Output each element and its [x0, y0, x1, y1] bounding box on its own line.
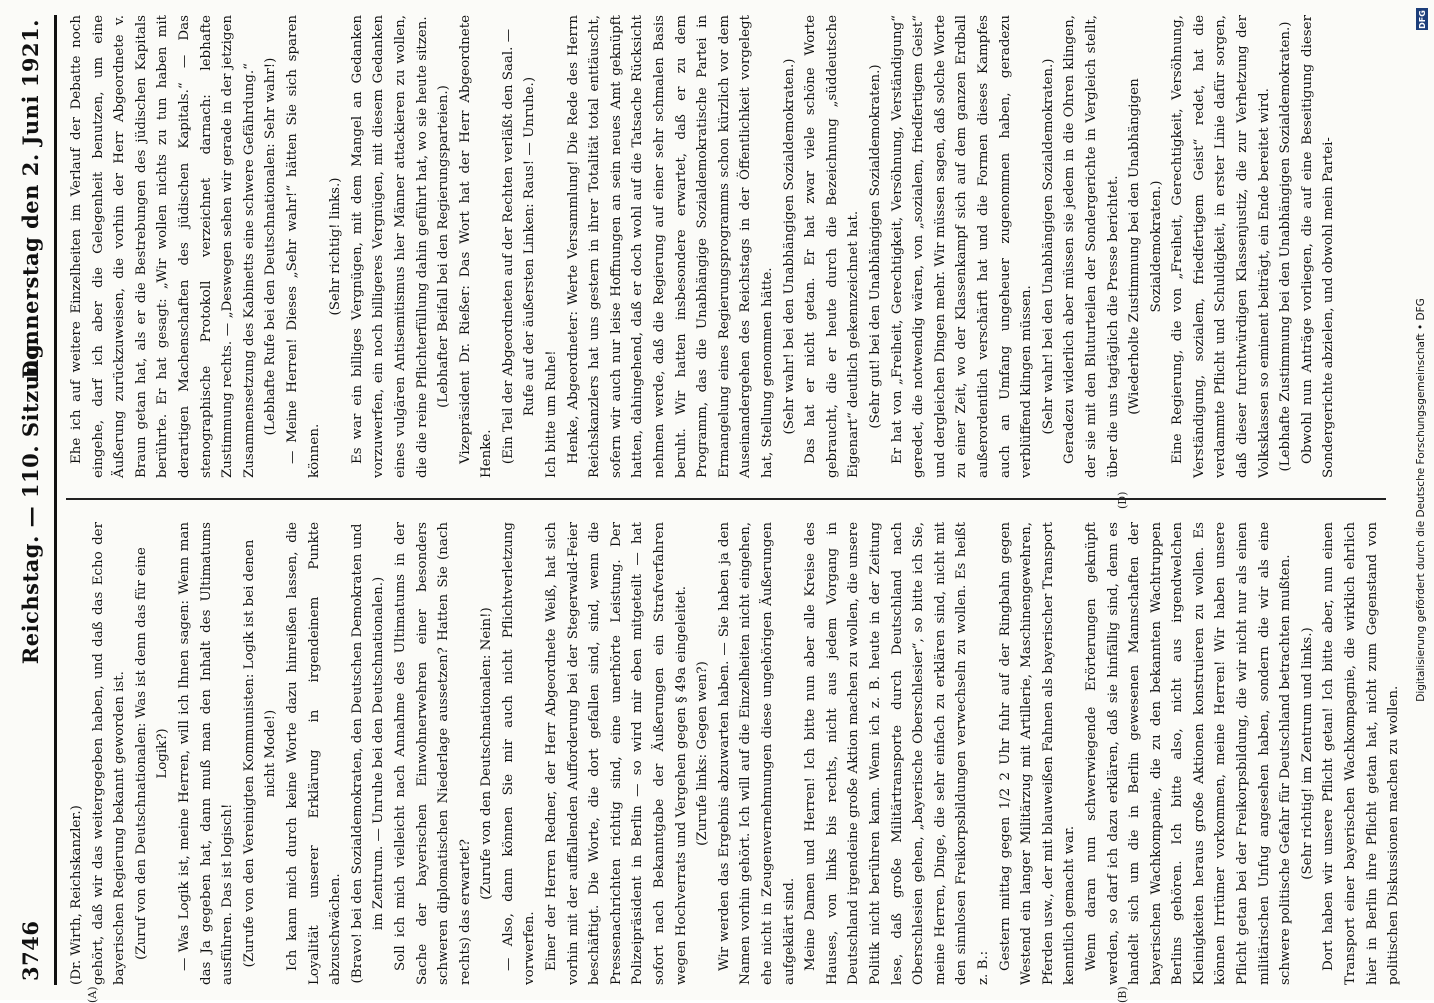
interjection: (Bravo! bei den Sozialdemokraten, den Deutschen Demokraten und im Zentrum. — Unruhe bei den Deutschnationalen.): [349, 523, 387, 984]
interjection: (Lebhafte Zustimmung bei den Unabhängigen Sozialdemokraten.): [1278, 21, 1294, 472]
left-column: [66, 522, 1402, 985]
paragraph: (Dr. Wirth, Reichskanzler.): [69, 805, 84, 985]
paragraph: Er hat von „Freiheit, Gerechtigkeit, Versöhnung, Verständigung“ geredet, die notwendig wären, von „sozialem, friedfertigem Geist“ und dergleichen Dingen mehr. Wir müssen sagen, daß solche Worte zu einer Zeit, wo der Klassenkampf sich auf dem ganzen Erdball außerordentlich verschärft hat und die Formen dieses Kampfes auch an Umfang ungeheuer zugenommen haben, geradezu verblüffend klingen müssen.: [889, 15, 1035, 478]
paragraph: Es war ein billiges Vergnügen, mit dem Mangel an Gedanken vorzuwerfen, ein noch billigeres Vergnügen, mit diesem Gedanken eines vulgären Antisemitismus hier Männer attackieren zu wollen, die die reine Pflichterfüllung dahin geführt hat, wo sie heute sitzen.: [349, 15, 430, 478]
interjection: (Wiederholte Zustimmung bei den Unabhängigen Sozialdemokraten.): [1127, 78, 1164, 415]
paragraph: Ich kann mich durch keine Worte dazu hinreißen lassen, die Loyalität unserer Erklärung in irgendeinem Punkte abzuschwächen.: [284, 522, 344, 985]
paragraph: Henke, Abgeordneter: Werte Versammlung! Die Rede des Herrn Reichskanzlers hat uns gestern in ihrer Totalität total enttäuscht, sofern wir auch nur leise Hoffnungen an sein neues Amt geknüpft hatten, dahingehend, daß er doch wohl auf die Tatsache Rücksicht nehmen werde, daß die Regierung auf einer sehr schmalen Basis beruht. Wir hatten insbesondere erwartet, daß er zu dem Programm, das die Unabhängige Sozialdemokratische Partei in Ermangelung eines Regierungsprogramms schon kürzlich vor dem Auseinandergehen des Reichstags in der Öffentlichkeit vorgelegt hat, Stellung genommen hätte.: [565, 15, 775, 478]
session-title: Reichstag. — 110. Sitzung.: [18, 335, 43, 665]
paragraph: Dort haben wir unsere Pflicht getan! Ich bitte aber, nun einen Transport einer bayerischen Wachkompagnie, die wirklich ehrlich hier in Berlin ihre Pflicht getan hat, nicht zum Gegenstand von politischen Diskussionen machen zu wollen.: [1321, 522, 1402, 985]
interjection: (Sehr richtig! links.): [328, 177, 344, 316]
paragraph: Geradezu widerlich aber müssen sie jedem in die Ohren klingen, der sie mit den Bluturteilen der Sondergerichte in Vergleich stellt, über die uns tagtäglich die Presse berichtet.: [1062, 15, 1121, 478]
paragraph: — Also, dann können Sie mir auch nicht Pflichtverletzung vorwerfen.: [500, 522, 538, 985]
text-columns: [66, 15, 1402, 1003]
margin-mark-b-right: (D): [1116, 491, 1129, 509]
interjection: (Lebhafter Beifall bei den Regierungsparteien.): [436, 85, 452, 408]
session-date: Donnerstag den 2. Juni 1921.: [18, 19, 43, 379]
paragraph: gehört, daß wir das weitergegeben haben, und daß das Echo der bayerischen Regierung bekannt geworden ist.: [90, 522, 128, 985]
page-number: 3746: [18, 920, 43, 981]
interjection: (Lebhafte Rufe bei den Deutschnationalen: Sehr wahr!): [263, 57, 279, 436]
interjection: (Sehr gut! bei den Unabhängigen Sozialdemokraten.): [867, 64, 883, 429]
paragraph: Soll ich mich vielleicht nach Annahme des Ultimatums in der Sache der bayerischen Einwohnerwehren einer besonders schweren diplomatischen Niederlage aussetzen? Hatten Sie (nach rechts) das erwartet?: [392, 522, 473, 985]
interjection: (Sehr richtig! im Zentrum und links.): [1299, 627, 1315, 880]
digitization-credit: Digitalisierung gefördert durch die Deutsche Forschungsgemeinschaft • DFG: [1415, 298, 1427, 702]
paragraph: Ich bitte um Ruhe!: [544, 350, 560, 478]
interjection: (Zurufe von den Deutschnationalen: Nein!): [479, 607, 495, 900]
interjection: (Zurufe links: Gegen wen?): [695, 661, 711, 846]
paragraph: Wenn daran nun schwerwiegende Erörterungen geknüpft werden, so darf ich dazu erklären, daß sie hinfällig sind, denn es handelt sich um die in Berlin gewesenen Mannschaften der bayerischen Wachkompanie, die zu den bekannten Wachtruppen Berlins gehören. Ich bitte also, nicht aus irgendwelchen Kleinigkeiten heraus große Aktionen konstruieren zu wollen. Es können Irrtümer vorkommen, meine Herren! Wir haben unsere Pflicht getan bei der Freikorpsbildung, die wir nicht nur als einen militärischen Unfug angesehen haben, sondern die wir als eine schwere politische Gefahr für Deutschland betrachten mußten.: [1083, 522, 1294, 985]
right-column: [66, 15, 1386, 478]
interjection: (Ein Teil der Abgeordneten auf der Rechten verläßt den Saal. — Rufe auf der äußersten Linken: Raus! — Unruhe.): [500, 28, 538, 465]
column-divider: [66, 498, 1386, 500]
paragraph: Das hat er nicht getan. Er hat zwar viele schöne Worte gebraucht, die er heute durch die Bezeichnung „süddeutsche Eigenart“ deutlich gekennzeichnet hat.: [803, 15, 862, 478]
interjection: (Zurufe von den Vereinigten Kommunisten: Logik ist bei denen nicht Mode!): [241, 539, 279, 968]
margin-mark-a: (A): [86, 986, 99, 1003]
paragraph: Vizepräsident Dr. Rießer: Das Wort hat der Herr Abgeordnete Henke.: [457, 15, 495, 478]
paragraph: Wir werden das Ergebnis abzuwarten haben. — Sie haben ja den Namen vorhin gehört. Ich will auf die Einzelheiten nicht eingehen, ehe nicht in Zeugenvernehmungen diese ungehörigen Äußerungen aufgeklärt sind.: [716, 522, 797, 985]
paragraph: Meine Damen und Herren! Ich bitte nun aber alle Kreise des Hauses, von links bis rechts, nicht aus jedem Vorgang in Deutschland irgendeine große Aktion machen zu wollen, die unsere Politik nicht berühren kann. Wenn ich z. B. heute in der Zeitung lese, daß große Militärtransporte durch Deutschland nach Oberschlesien gehen, „bayerische Oberschlesier“, so bitte ich Sie, meine Herren, Dinge, die sehr einfach zu erklären sind, nicht mit den sinnlosen Freikorpsbildungen verwechseln zu wollen. Es heißt z. B.:: [803, 522, 991, 985]
paragraph: — Meine Herren! Dieses „Sehr wahr!“ hätten Sie sich sparen können.: [284, 15, 322, 478]
paragraph: Obwohl nun Anträge vorliegen, die auf eine Beseitigung dieser Sondergerichte abzielen, und obwohl mein Partei-: [1299, 15, 1337, 478]
page-header: [14, 15, 57, 985]
rotated-page: [12, 15, 1402, 1003]
margin-mark-b-left: (B): [1116, 986, 1129, 1003]
paragraph: Eine Regierung, die von „Freiheit, Gerechtigkeit, Versöhnung, Verständigung, sozialem, friedfertigem Geist“ redet, hat die verdammte Pflicht und Schuldigkeit, in erster Linie dafür sorgen, daß dieser furchtwürdigen Klassenjustiz, die zur Verhetzung der Volksklassen so eminent beiträgt, ein Ende bereitet wird.: [1170, 15, 1272, 478]
dfg-logo: DFG: [1417, 9, 1427, 29]
paragraph: Gestern mittag gegen 1/2 2 Uhr fuhr auf der Ringbahn gegen Westend ein langer Militärzug mit Artillerie, Maschinengewehren, Pferden usw., der mit blauweißen Fahnen als bayerischer Transport kenntlich gemacht war.: [997, 522, 1078, 985]
paragraph: Einer der Herren Redner, der Herr Abgeordnete Weiß, hat sich vorhin mit der auffallenden Aufforderung bei der Stegerwald-Feier beschäftigt. Die Worte, die dort gefallen sind, sind, wenn die Pressenachrichten richtig sind, eine unerhörte Leistung. Der Polizeipräsident in Berlin — so wird mir eben mitgeteilt — hat sofort nach Bekanntgabe der Äußerungen ein Strafverfahren wegen Hochverrats und Vergehen gegen § 49a eingeleitet.: [544, 522, 689, 985]
paragraph: — Was Logik ist, meine Herren, will ich Ihnen sagen: Wenn man das Ja gegeben hat, dann muß man den Inhalt des Ultimatums ausführen. Das ist logisch!: [176, 522, 236, 985]
interjection: (Sehr wahr! bei den Unabhängigen Sozialdemokraten.): [781, 58, 797, 435]
interjection: (Sehr wahr! bei den Unabhängigen Sozialdemokraten.): [1040, 58, 1056, 435]
interjection: (Zuruf von den Deutschnationalen: Was ist denn das für eine Logik?): [133, 547, 171, 960]
paragraph: Ehe ich auf weitere Einzelheiten im Verlauf der Debatte noch eingehe, darf ich aber die Gelegenheit benutzen, um eine Äußerung zurückzuweisen, die vorhin der Herr Abgeordnete v. Braun getan hat, als er die Bestrebungen des jüdischen Kapitals berührte. Er hat gesagt: „Wir wollen nichts zu tun haben mit derartigen Machenschaften des jüdischen Kapitals.“ — Das stenographische Protokoll verzeichnet darnach: lebhafte Zustimmung rechts. — „Deswegen sehen wir gerade in der jetzigen Zusammensetzung des Kabinetts eine schwere Gefährdung.“: [69, 15, 257, 478]
